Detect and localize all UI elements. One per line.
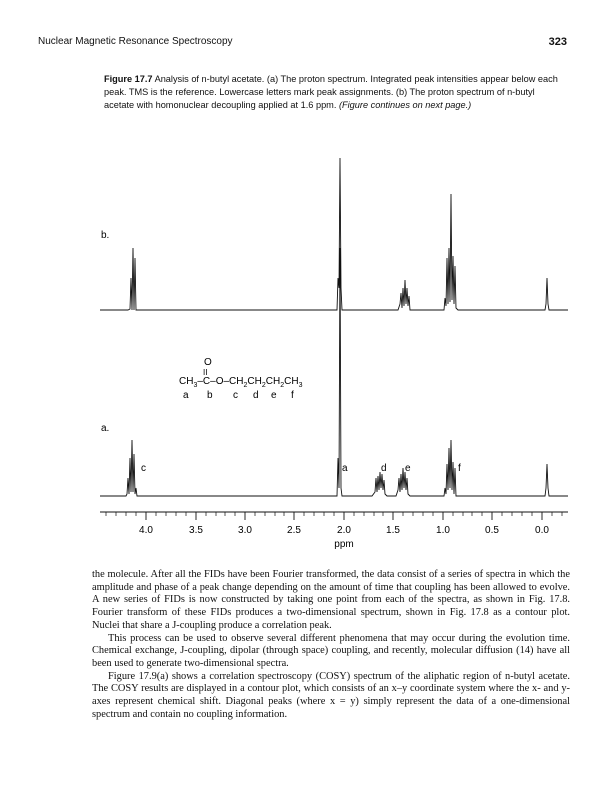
peak-label: c <box>141 463 146 474</box>
tick-label: 1.0 <box>436 525 450 536</box>
panel-a-label: a. <box>101 423 110 434</box>
spectrum-a-trace <box>100 248 568 496</box>
figure-label: Figure 17.7 <box>104 74 153 84</box>
tick-label: 2.5 <box>287 525 301 536</box>
spectrum-b-trace <box>100 158 568 310</box>
structure-letter: c <box>233 390 238 401</box>
tick-label: 0.5 <box>485 525 499 536</box>
paragraph: the molecule. After all the FIDs have been Fourier transformed, the data consist of a series of spectra in which the amplitude and phase of a peak change depending on the amount of time that coupling has been allowed to evolve. A new series of FIDs is now constructed by taking one point from each of the spectra, as shown in Fig. 17.8. Fourier transform of these FIDs produces a two-dimensional spectrum, shown in Fig. 17.8 as a contour plot. Nuclei that share a J-coupling produce a correlation peak. <box>92 569 570 631</box>
running-title: Nuclear Magnetic Resonance Spectroscopy <box>38 36 233 47</box>
tick-label: 2.0 <box>337 525 351 536</box>
tick-label: 4.0 <box>139 525 153 536</box>
structure-letter: d <box>253 390 259 401</box>
running-header <box>38 36 567 52</box>
paragraph: Figure 17.9(a) shows a correlation spectroscopy (COSY) spectrum of the aliphatic region of n-butyl acetate. The COSY results are displayed in a contour plot, which consists of an x–y coordinate system where the x- and y-axes represent chemical shift. Diagonal peaks (where x = y) simply represent the data of a one-dimensional spectrum and contain no coupling information. <box>92 670 570 720</box>
structure-formula: $CH_3-C-O-CH_2CH_2CH_2CH_3$ <box>179 376 303 389</box>
structure-letter: b <box>207 390 213 401</box>
tick-label: 3.5 <box>189 525 203 536</box>
structure-letter: f <box>291 390 294 401</box>
figure-caption <box>104 73 566 112</box>
tick-label: 1.5 <box>386 525 400 536</box>
panel-b-label: b. <box>101 230 110 241</box>
double-bond: II <box>203 368 208 377</box>
page-number: 323 <box>548 36 567 48</box>
body-text <box>92 569 570 721</box>
minor-ticks <box>106 512 562 516</box>
nmr-figure <box>0 128 601 558</box>
structure-letter: a <box>183 390 189 401</box>
tick-label: 3.0 <box>238 525 252 536</box>
nmr-spectra <box>0 128 601 558</box>
peak-label: a <box>342 463 348 474</box>
peak-label: d <box>381 463 387 474</box>
caption-text: Analysis of n-butyl acetate. (a) The proton spectrum. Integrated peak intensities appear below each peak. TMS is the reference. Lowercase letters mark peak assignments. (b) The proton spectrum of n-butyl acetate with homonuclear decoupling applied at 1.6 ppm. <box>104 74 558 110</box>
tick-label: 0.0 <box>535 525 549 536</box>
peak-label: e <box>405 463 411 474</box>
major-ticks <box>146 512 542 520</box>
chemical-structure <box>179 357 303 401</box>
carbonyl-oxygen: O <box>204 357 212 368</box>
structure-letter: e <box>271 390 277 401</box>
peak-label: f <box>458 463 461 474</box>
caption-continued: (Figure continues on next page.) <box>338 100 472 110</box>
paragraph: This process can be used to observe several different phenomena that may occur during the evolution time. Chemical exchange, J-coupling, dipolar (through space) coupling, and recently, molecular diffusion (14) have all been used to generate two-dimensional spectra. <box>92 632 570 669</box>
axis-label: ppm <box>334 539 354 550</box>
